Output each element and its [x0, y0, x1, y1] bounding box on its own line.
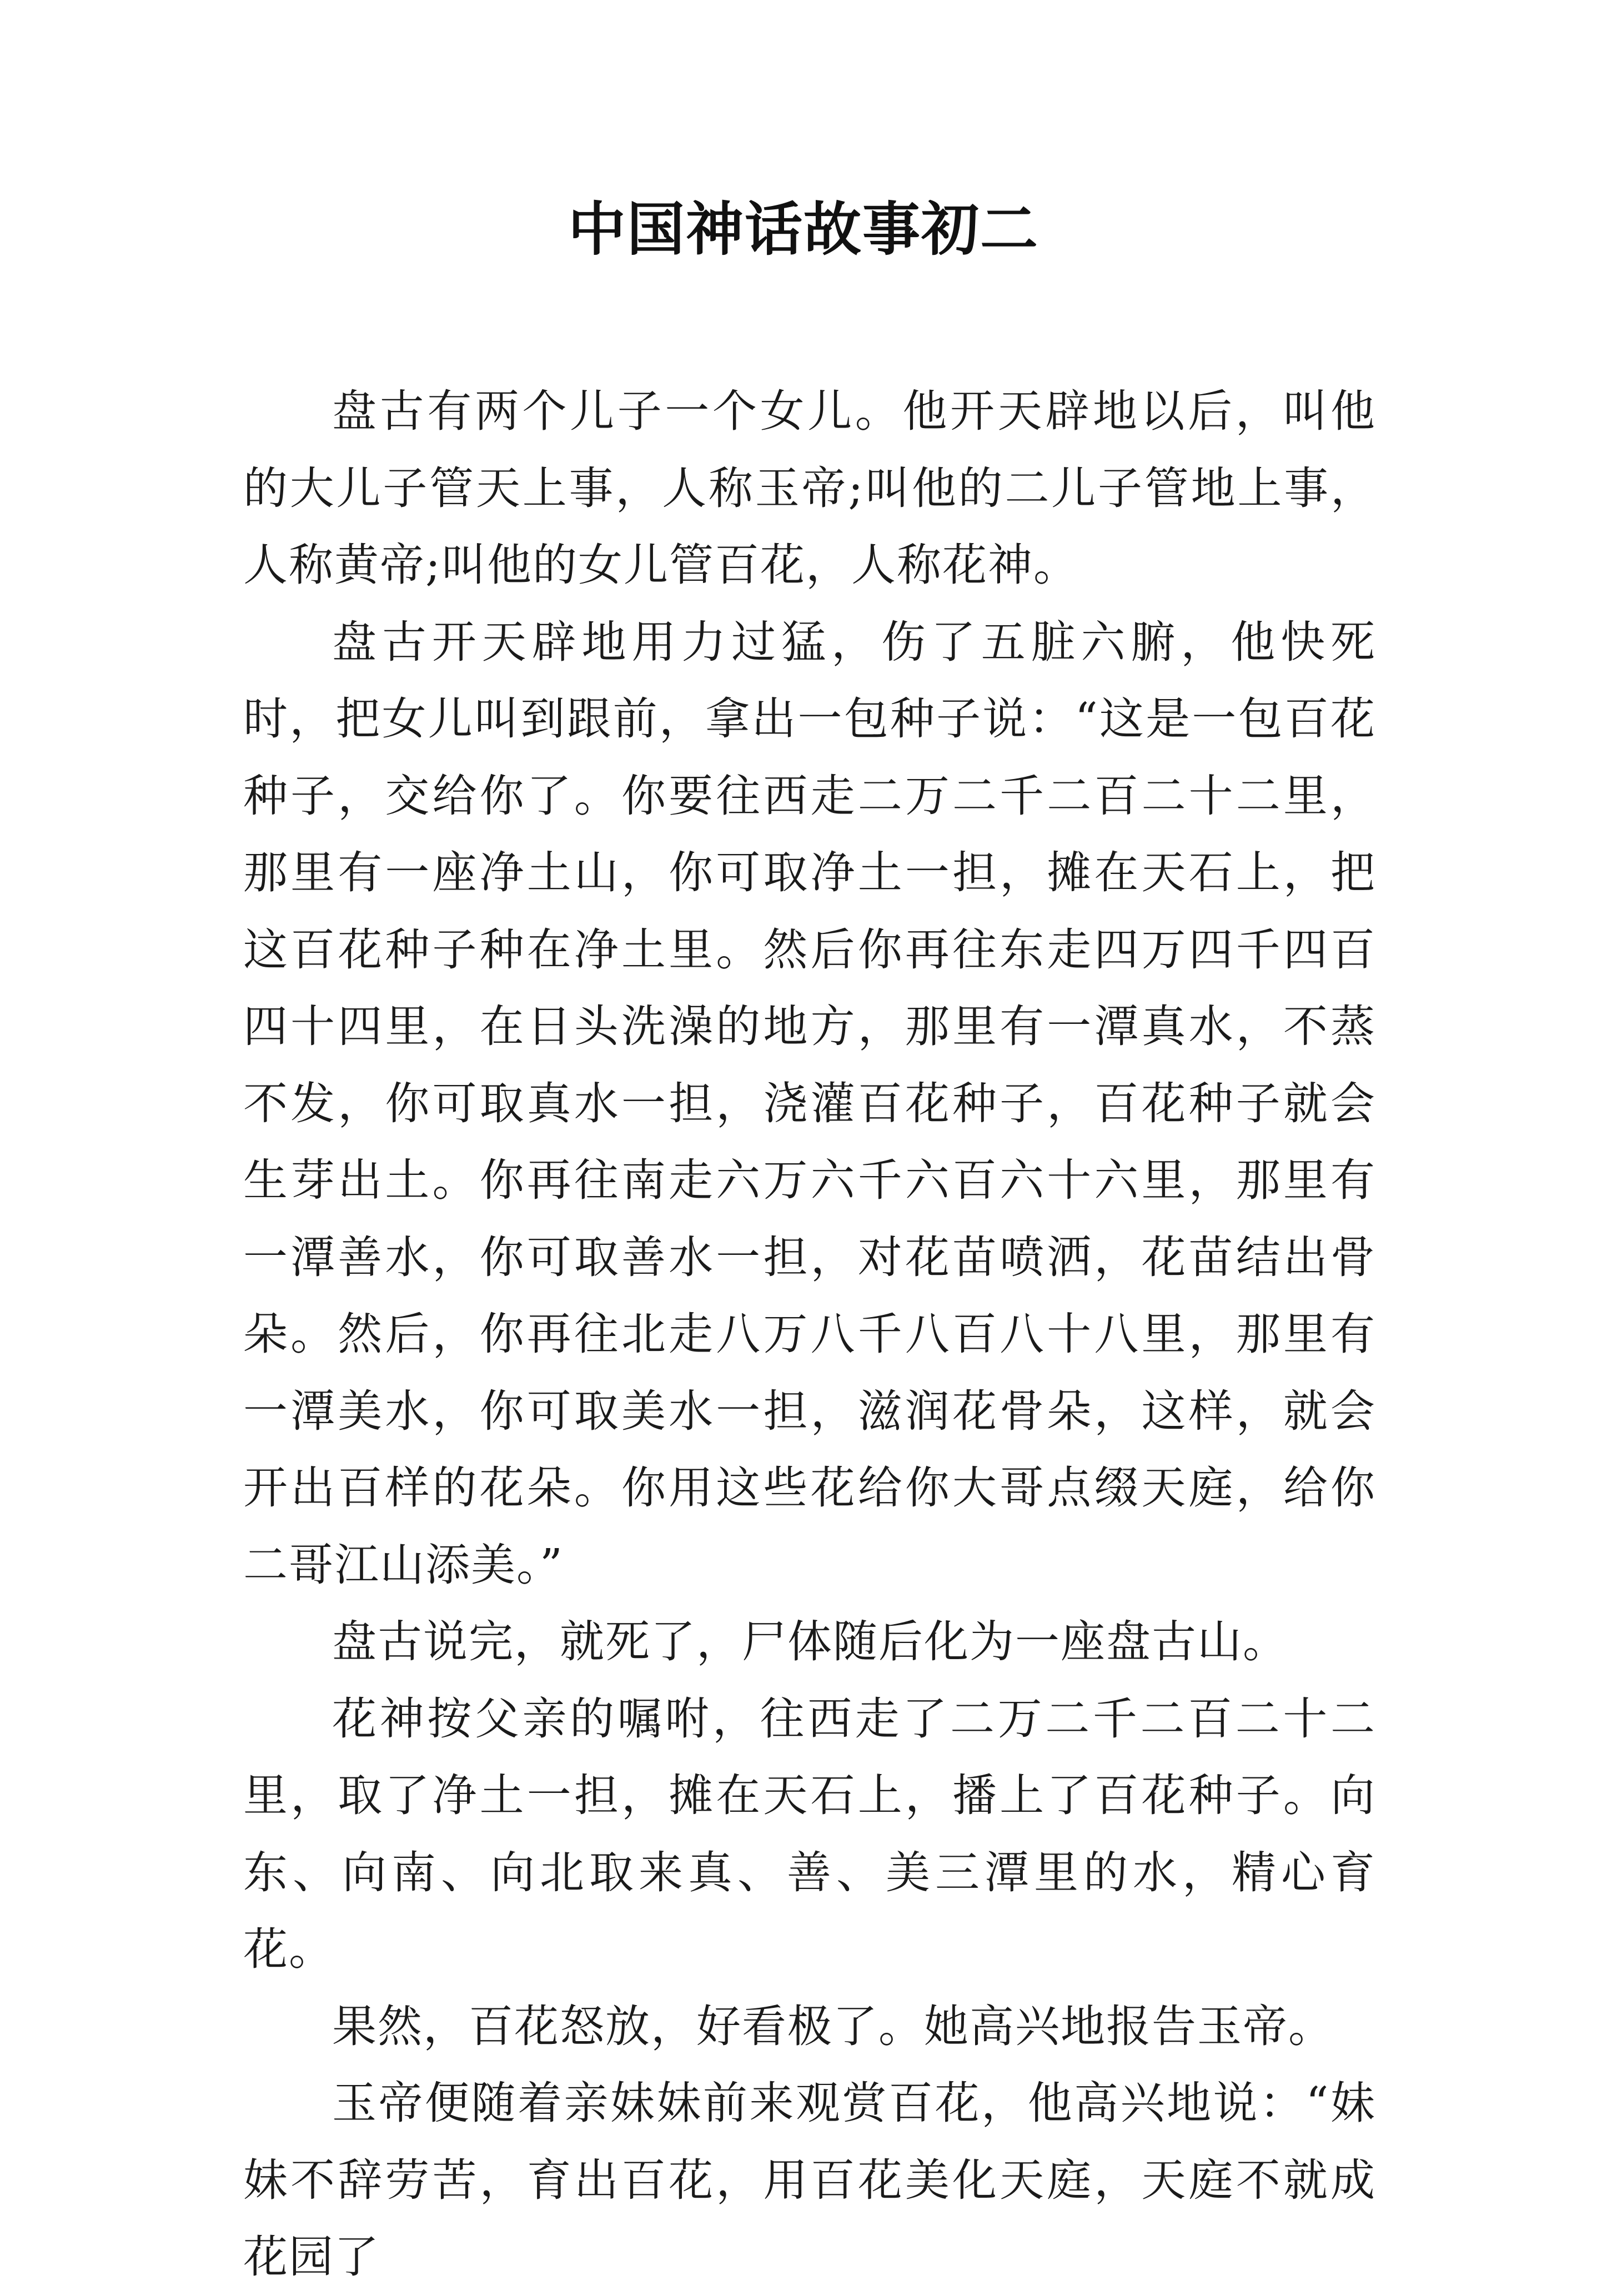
paragraph-5: 果然，百花怒放，好看极了。她高兴地报告玉帝。: [332, 2000, 1334, 2052]
paragraph-2: 盘古开天辟地用力过猛，伤了五脏六腑，他快死时，把女儿叫到跟前，拿出一包种子说：“这是一包百花种子，交给你了。你要往西走二万二千二百二十二里，那里有一座净土山，你可取净土一担，摊在天石上，把这百花种子种在净土里。然后你再往东走四万四千四百四十四里，在日头洗澡的地方，那里有一潭真水，不蒸不发，你可取真水一担，浇灌百花种子，百花种子就会生芽出土。你再往南走六万六千六百六十六里，那里有一潭善水，你可取善水一担，对花苗喷洒，花苗结出骨朵。然后，你再往北走八万八千八百八十八里，那里有一潭美水，你可取美水一担，滋润花骨朵，这样，就会开出百样的花朵。你用这些花给你大哥点缀天庭，给你二哥江山添美。”: [243, 616, 1376, 1591]
document-body: [243, 373, 1376, 2296]
paragraph-4: 花神按父亲的嘱咐，往西走了二万二千二百二十二里，取了净土一担，摊在天石上，播上了百花种子。向东、向南、向北取来真、善、美三潭里的水，精心育花。: [243, 1692, 1376, 1975]
paragraph-6: 玉帝便随着亲妹妹前来观赏百花，他高兴地说：“妹妹不辞劳苦，育出百花，用百花美化天庭，天庭不就成花园了: [243, 2077, 1376, 2283]
document-title: 中国神话故事初二: [568, 195, 1039, 263]
paragraph-3: 盘古说完，就死了，尸体随后化为一座盘古山。: [332, 1616, 1288, 1667]
paragraph-1: 盘古有两个儿子一个女儿。他开天辟地以后，叫他的大儿子管天上事，人称玉帝;叫他的二儿子管地上事，人称黄帝;叫他的女儿管百花，人称花神。: [243, 385, 1376, 591]
